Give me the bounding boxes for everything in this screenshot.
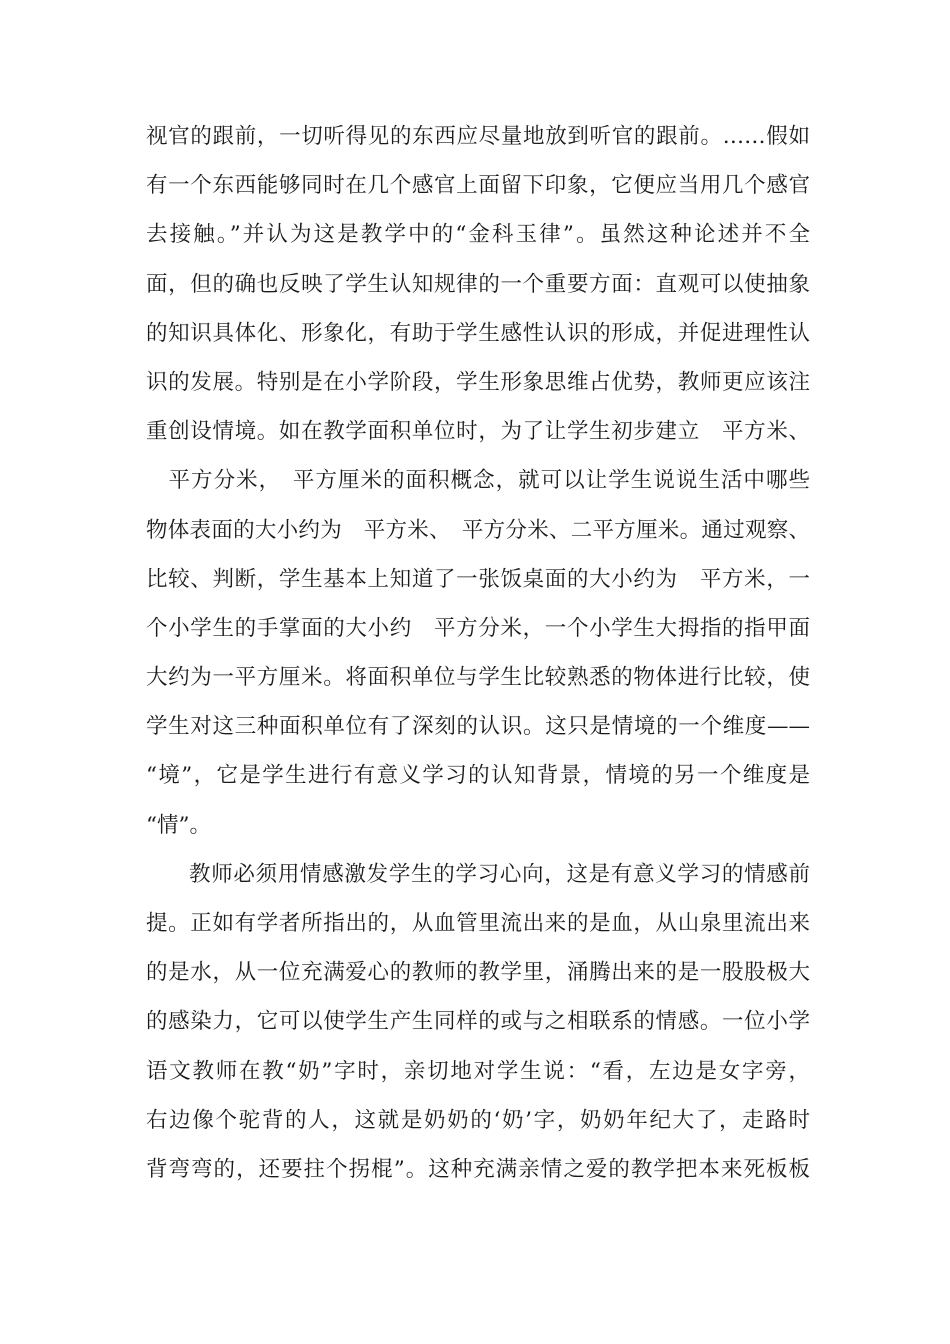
text-line: 教师必须用情感激发学生的学习心向，这是有意义学习的情感前 xyxy=(189,861,810,887)
text-line: 识的发展。特别是在小学阶段，学生形象思维占优势，教师更应该注 xyxy=(146,369,810,395)
text-line: 物体表面的大小约为 平方米、 平方分米、二平方厘米。通过观察、 xyxy=(146,517,810,543)
text-line: 面，但的确也反映了学生认知规律的一个重要方面：直观可以使抽象 xyxy=(146,271,810,297)
text-line: 去接触。”并认为这是教学中的“金科玉律”。虽然这种论述并不全 xyxy=(146,222,810,248)
text-line: 有一个东西能够同时在几个感官上面留下印象，它便应当用几个感官 xyxy=(146,173,810,199)
text-line: 的是水，从一位充满爱心的教师的教学里，涌腾出来的是一股股极大 xyxy=(146,960,810,986)
text-line: 视官的跟前，一切听得见的东西应尽量地放到听官的跟前。……假如 xyxy=(146,124,810,149)
text-line: 平方分米， 平方厘米的面积概念，就可以让学生说说生活中哪些 xyxy=(146,468,810,494)
paragraph-2 xyxy=(146,850,810,1194)
text-line: 的感染力，它可以使学生产生同样的或与之相联系的情感。一位小学 xyxy=(146,1009,810,1035)
paragraph-1 xyxy=(146,112,810,850)
text-line: 右边像个驼背的人，这就是奶奶的‘奶’字，奶奶年纪大了，走路时 xyxy=(146,1107,810,1133)
text-line: 语文教师在教“奶”字时，亲切地对学生说：“看，左边是女字旁， xyxy=(146,1058,810,1084)
text-line: “境”，它是学生进行有意义学习的认知背景，情境的另一个维度是 xyxy=(146,763,810,789)
text-line: 的知识具体化、形象化，有助于学生感性认识的形成，并促进理性认 xyxy=(146,320,810,346)
text-line: 个小学生的手掌面的大小约 平方分米，一个小学生大拇指的指甲面 xyxy=(146,615,810,641)
text-line: 背弯弯的，还要拄个拐棍”。这种充满亲情之爱的教学把本来死板板 xyxy=(146,1156,810,1182)
text-line: 学生对这三种面积单位有了深刻的认识。这只是情境的一个维度—— xyxy=(146,714,810,740)
body-text xyxy=(146,112,810,1194)
text-line: 重创设情境。如在教学面积单位时，为了让学生初步建立 平方米、 xyxy=(146,419,810,445)
text-line: 比较、判断，学生基本上知道了一张饭桌面的大小约为 平方米，一 xyxy=(146,566,810,592)
text-line: “情”。 xyxy=(146,812,211,838)
text-line: 提。正如有学者所指出的，从血管里流出来的是血，从山泉里流出来 xyxy=(146,911,810,936)
text-line: 大约为一平方厘米。将面积单位与学生比较熟悉的物体进行比较，使 xyxy=(146,665,810,691)
